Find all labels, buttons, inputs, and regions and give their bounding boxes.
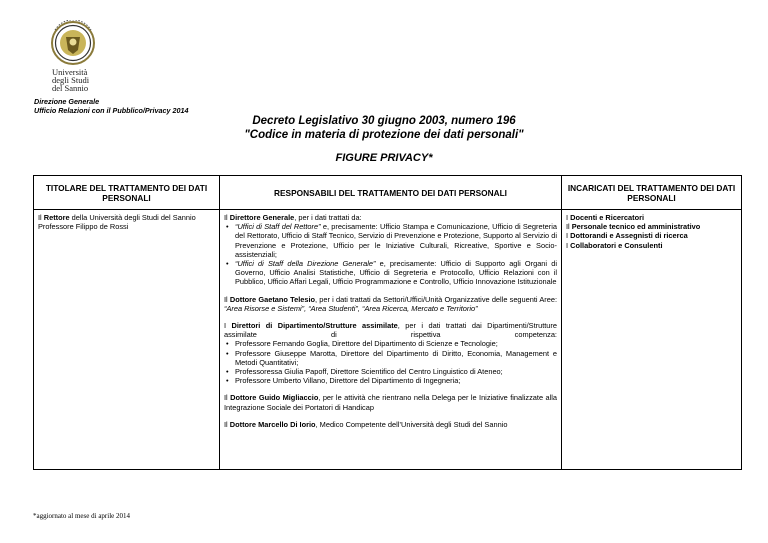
list-item: • “Uffici di Staff della Direzione Generale” e, precisamente: Ufficio di Supporto agli Organi di Governo, Ufficio Analisi Statistiche, Ufficio di Segreteria e Protocollo, Ufficio Relazioni con il Pubblico, Ufficio Affari Legali, Ufficio Programmazione e Controllo, Ufficio Innovazione Istituzionale	[235, 259, 557, 287]
direttori-block: I Direttori di Dipartimento/Strutture assimilate, per i dati trattati dai Dipartimenti/Strutture assimilate di rispettiva competenza: • Professore Fernando Goglia, Direttore del Dipartimento di Scienze e Tecnologie; • Professore Giuseppe Marotta, Direttore del Dipartimento di Diritto, Economia, Management e Metodi Quantitativi; • Professoressa Giulia Papoff, Direttore Scientifico del Centro Linguistico di Ateneo; • Professore Umberto Villano, Direttore del Dipartimento di Ingegneria;	[224, 321, 557, 385]
logo-line-3: del Sannio	[52, 83, 89, 93]
titolare-cell: Il Rettore della Università degli Studi del Sannio Professore Filippo de Rossi	[34, 210, 220, 470]
logo-wordmark	[52, 68, 89, 92]
list-item: • Professore Giuseppe Marotta, Direttore del Dipartimento di Diritto, Economia, Management e Metodi Quantitativi;	[235, 349, 557, 367]
header-titolare: TITOLARE DEL TRATTAMENTO DEI DATI PERSONALI	[34, 176, 220, 210]
logo-line-1: Università	[52, 67, 88, 77]
logo-line-2: degli Studi	[52, 75, 90, 85]
header-responsabili: RESPONSABILI DEL TRATTAMENTO DEI DATI PERSONALI	[220, 176, 562, 210]
migliaccio-block: Il Dottore Guido Migliaccio, per le attività che rientrano nella Delega per le Iniziative finalizzate alla Integrazione Sociale dei Portatori di Handicap	[224, 393, 557, 412]
dg-list	[224, 222, 557, 286]
header-incaricati: INCARICATI DEL TRATTAMENTO DEI DATI PERSONALI	[562, 176, 742, 210]
dept-line-1: Direzione Generale	[34, 97, 100, 106]
responsabili-cell	[220, 210, 562, 470]
list-item: I Docenti e Ricercatori	[566, 213, 645, 222]
rettore-label: Rettore	[43, 213, 70, 222]
iorio-block: Il Dottore Marcello Di Iorio, Medico Competente dell’Università degli Studi del Sannio	[224, 419, 508, 429]
table-body-row	[34, 210, 742, 470]
list-item: I Dottorandi e Assegnisti di ricerca	[566, 231, 688, 241]
footnote: *aggiornato al mese di aprile 2014	[33, 512, 130, 520]
dept-line-2: Ufficio Relazioni con il Pubblico/Privacy 2014	[34, 106, 189, 115]
table-header-row	[34, 176, 742, 210]
list-item: I Collaboratori e Consulenti	[566, 240, 663, 250]
title-line-1: Decreto Legislativo 30 giugno 2003, numero 196	[252, 115, 516, 127]
document-subtitle: FIGURE PRIVACY*	[335, 152, 433, 164]
dg-label: Direttore Generale	[229, 213, 295, 222]
document-title	[0, 114, 768, 142]
list-item: Il Personale tecnico ed amministrativo	[566, 222, 701, 232]
incaricati-cell	[562, 210, 742, 470]
dg-block: Il Direttore Generale, per i dati trattati da: • “Uffici di Staff del Rettore” e, precisamente: Ufficio Stampa e Comunicazione, Ufficio di Segreteria del Rettorato, Ufficio di Staff Tecnico, Servizio di Prevenzione e Protezione, Supporto al Servizio di Prevenzione e Protezione, Ufficio per le Iniziative Culturali, Ricreative, Sportive e Socio-assistenziali; • “Uffici di Staff della Direzione Generale” e, precisamente: Ufficio di Supporto agli Organi di Governo, Ufficio Analisi Statistiche, Ufficio di Segreteria e Protocollo, Ufficio Relazioni con il Pubblico, Ufficio Affari Legali, Ufficio Programmazione e Controllo, Ufficio Innovazione Istituzionale	[224, 213, 557, 287]
list-item: • “Uffici di Staff del Rettore” e, precisamente: Ufficio Stampa e Comunicazione, Ufficio di Segreteria del Rettorato, Ufficio di Staff Tecnico, Servizio di Prevenzione e Protezione, Supporto al Servizio di Prevenzione e Protezione, Ufficio per le Iniziative Culturali, Ricreative, Sportive e Socio-assistenziali;	[235, 222, 557, 259]
privacy-roles-table	[33, 175, 742, 470]
title-line-2: "Codice in materia di protezione dei dati personali"	[244, 129, 524, 141]
telesio-block: Il Dottore Gaetano Telesio, per i dati trattati da Settori/Uffici/Unità Organizzative delle seguenti Aree: “Area Risorse e Sistemi”, “Area Studenti”, “Area Ricerca, Mercato e Territorio”	[224, 294, 558, 313]
list-item: • Professoressa Giulia Papoff, Direttore Scientifico del Centro Linguistico di Ateneo;	[235, 367, 557, 376]
list-item: • Professore Fernando Goglia, Direttore del Dipartimento di Scienze e Tecnologie;	[235, 339, 557, 348]
department-header	[34, 97, 188, 115]
direttori-list	[224, 339, 557, 385]
list-item: • Professore Umberto Villano, Direttore del Dipartimento di Ingegneria;	[235, 376, 557, 385]
